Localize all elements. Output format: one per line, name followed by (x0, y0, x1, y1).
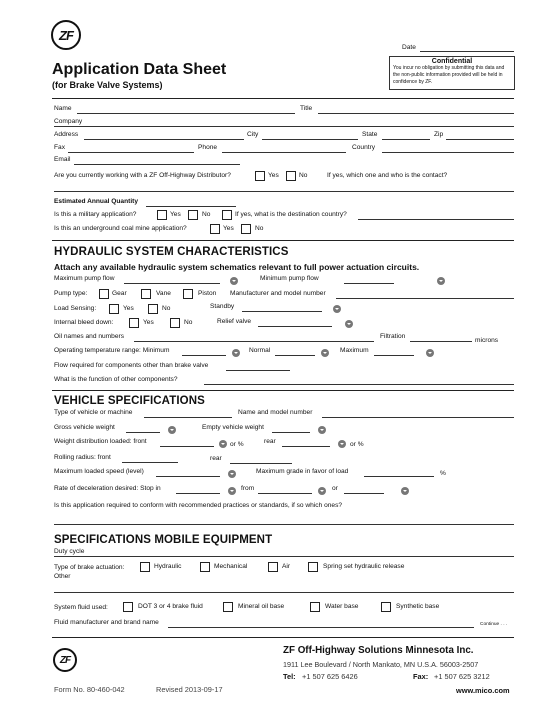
fluid-synthetic-checkbox[interactable] (381, 602, 391, 612)
op-temp-max-dropdown-icon[interactable] (426, 349, 434, 357)
zip-field[interactable] (446, 139, 514, 140)
actuation-spring-label: Spring set hydraulic release (323, 563, 405, 570)
empty-weight-field[interactable] (272, 432, 310, 433)
confidential-title: Confidential (431, 58, 473, 65)
rear-or-pct-label: or % (350, 441, 364, 448)
standby-field[interactable] (242, 311, 322, 312)
footer-fax: +1 507 625 3212 (434, 672, 490, 681)
filtration-label: Filtration (380, 333, 406, 340)
gross-weight-field[interactable] (126, 432, 160, 433)
title-label: Title (300, 105, 313, 112)
military-no-checkbox[interactable] (188, 210, 198, 220)
company-field[interactable] (54, 126, 514, 127)
decel-stop-dropdown-icon[interactable] (228, 487, 236, 495)
military-yes-checkbox[interactable] (157, 210, 167, 220)
fluid-manufacturer-field[interactable] (168, 627, 474, 628)
actuation-air-checkbox[interactable] (268, 562, 278, 572)
fax-label: Fax (54, 144, 65, 151)
quantity-field[interactable] (146, 206, 236, 207)
min-pump-field[interactable] (344, 283, 394, 284)
name-label: Name (54, 105, 72, 112)
footer-form-no: Form No. 80-460-042 (54, 685, 125, 694)
pump-type-label: Pump type: (54, 290, 88, 297)
from-label: from (241, 485, 255, 492)
max-grade-field[interactable] (364, 476, 434, 477)
email-field[interactable] (74, 164, 240, 165)
vehicle-type-field[interactable] (144, 417, 232, 418)
fluid-manufacturer-label: Fluid manufacturer and brand name (54, 619, 159, 626)
fluid-mineral-label: Mineral oil base (238, 603, 285, 610)
decel-or-dropdown-icon[interactable] (401, 487, 409, 495)
fluid-water-checkbox[interactable] (310, 602, 320, 612)
relief-valve-dropdown-icon[interactable] (345, 320, 353, 328)
footer-divider (52, 637, 514, 638)
military-yes-label: Yes (170, 211, 181, 218)
date-field[interactable] (420, 51, 514, 52)
min-pump-dropdown-icon[interactable] (437, 277, 445, 285)
rolling-rear-label: rear (210, 455, 222, 462)
op-temp-min-field[interactable] (182, 355, 226, 356)
phone-label: Phone (198, 144, 218, 151)
footer-revised: Revised 2013-09-17 (156, 685, 223, 694)
bleed-no-checkbox[interactable] (170, 318, 180, 328)
microns-label: microns (475, 337, 499, 344)
destination-field[interactable] (358, 219, 514, 220)
footer-tel-label: Tel: (283, 672, 296, 681)
fluid-dot-checkbox[interactable] (123, 602, 133, 612)
decel-label: Rate of deceleration desired: Stop in (54, 485, 161, 492)
fax-field[interactable] (68, 152, 194, 153)
distributor-yes-checkbox[interactable] (255, 171, 265, 181)
max-pump-field[interactable] (124, 283, 220, 284)
city-label: City (247, 131, 259, 138)
pump-vane-checkbox[interactable] (183, 289, 193, 299)
standby-label: Standby (210, 303, 235, 310)
decel-from-dropdown-icon[interactable] (318, 487, 326, 495)
footer-tel: +1 507 625 6426 (302, 672, 358, 681)
distributor-field[interactable] (54, 191, 514, 192)
empty-weight-dropdown-icon[interactable] (318, 426, 326, 434)
duty-cycle-field[interactable] (54, 556, 514, 557)
pump-piston-label: Piston (198, 290, 217, 297)
footer-fax-label: Fax: (413, 672, 429, 681)
distributor-followup: If yes, which one and who is the contact? (327, 172, 448, 179)
coal-yes-label: Yes (223, 225, 234, 232)
zip-label: Zip (434, 131, 444, 138)
decel-or-field[interactable] (344, 493, 384, 494)
quantity-label: Estimated Annual Quantity (54, 198, 139, 205)
standards-question: Is this application required to conform with recommended practices or standards, if so which ones? (54, 502, 343, 509)
empty-weight-label: Empty vehicle weight (202, 424, 264, 431)
fluid-synthetic-label: Synthetic base (396, 603, 440, 610)
name-field[interactable] (77, 113, 295, 114)
country-field[interactable] (382, 152, 514, 153)
load-sensing-no-checkbox[interactable] (148, 304, 158, 314)
actuation-mechanical-checkbox[interactable] (200, 562, 210, 572)
min-pump-label: Minimum pump flow (260, 275, 319, 282)
bleed-no-label: No (184, 319, 193, 326)
title-field[interactable] (318, 113, 514, 114)
duty-cycle-label: Duty cycle (54, 548, 85, 555)
vehicle-heading: VEHICLE SPECIFICATIONS (54, 395, 205, 407)
confidential-box (389, 56, 515, 90)
page-title: Application Data Sheet (52, 61, 227, 78)
gross-weight-dropdown-icon[interactable] (168, 426, 176, 434)
actuation-spring-checkbox[interactable] (308, 562, 318, 572)
op-temp-normal-field[interactable] (275, 355, 315, 356)
zf-logo-text: ZF (59, 27, 73, 43)
name-model-label: Name and model number (238, 409, 313, 416)
max-speed-label: Maximum loaded speed (level) (54, 468, 144, 475)
pump-gear-checkbox[interactable] (99, 289, 109, 299)
relief-valve-field[interactable] (258, 326, 332, 327)
distributor-no-checkbox[interactable] (286, 171, 296, 181)
country-label: Country (352, 144, 376, 151)
distributor-question: Are you currently working with a ZF Off-Highway Distributor? (54, 172, 231, 179)
brake-actuation-label: Type of brake actuation: (54, 564, 125, 571)
zf-logo (51, 20, 81, 50)
footer-address: 1911 Lee Boulevard / North Mankato, MN U.S.A. 56003-2507 (283, 660, 479, 669)
coal-no-label: No (255, 225, 264, 232)
front-or-pct-label: or % (230, 441, 244, 448)
bleed-yes-label: Yes (143, 319, 154, 326)
flow-required-field[interactable] (226, 370, 290, 371)
fluid-used-label: System fluid used: (54, 604, 108, 611)
decel-from-field[interactable] (258, 493, 312, 494)
military-question: Is this a military application? (54, 211, 137, 218)
pump-manufacturer-label: Manufacturer and model number (230, 290, 326, 297)
actuation-hydraulic-checkbox[interactable] (140, 562, 150, 572)
actuation-mechanical-label: Mechanical (214, 563, 248, 570)
destination-question: If yes, what is the destination country? (235, 211, 347, 218)
footer-company: ZF Off-Highway Solutions Minnesota Inc. (283, 645, 474, 656)
bleed-yes-checkbox[interactable] (129, 318, 139, 328)
mobile-heading: SPECIFICATIONS MOBILE EQUIPMENT (54, 534, 273, 546)
max-speed-field[interactable] (156, 476, 220, 477)
or-label: or (332, 485, 338, 492)
phone-field[interactable] (222, 152, 346, 153)
pump-manufacturer-field[interactable] (336, 298, 514, 299)
max-pump-label: Maximum pump flow (54, 275, 115, 282)
oil-names-label: Oil names and numbers (54, 333, 125, 340)
section-divider-2 (52, 390, 514, 391)
date-label: Date (402, 44, 416, 51)
weight-front-dropdown-icon[interactable] (219, 440, 227, 448)
hydraulic-instruction: Attach any available hydraulic system schematics relevant to full power actuation circuits. (54, 262, 420, 272)
op-temp-normal-dropdown-icon[interactable] (321, 349, 329, 357)
rolling-radius-label: Rolling radius: front (54, 454, 111, 461)
rear-label: rear (264, 438, 276, 445)
header-divider (52, 98, 514, 99)
address-label: Address (54, 131, 79, 138)
fluid-dot-label: DOT 3 or 4 brake fluid (138, 603, 203, 610)
weight-dist-front-field[interactable] (160, 446, 214, 447)
gross-weight-label: Gross vehicle weight (54, 424, 115, 431)
coal-yes-checkbox[interactable] (210, 224, 220, 234)
other-function-label: What is the function of other components? (54, 376, 178, 383)
max-speed-dropdown-icon[interactable] (228, 470, 236, 478)
distributor-yes-label: Yes (268, 172, 279, 179)
actuation-hydraulic-label: Hydraulic (154, 563, 182, 570)
state-field[interactable] (382, 139, 430, 140)
fluid-mineral-checkbox[interactable] (223, 602, 233, 612)
load-sensing-yes-label: Yes (123, 305, 134, 312)
actuation-air-label: Air (282, 563, 291, 570)
pump-vane-label: Vane (156, 290, 171, 297)
load-sensing-label: Load Sensing: (54, 305, 97, 312)
weight-dist-rear-field[interactable] (282, 446, 330, 447)
continue-link[interactable]: Continue . . . (480, 622, 508, 627)
city-field[interactable] (262, 139, 358, 140)
op-temp-min-dropdown-icon[interactable] (232, 349, 240, 357)
pump-gear-label: Gear (112, 290, 127, 297)
state-label: State (362, 131, 378, 138)
other-function-field[interactable] (204, 384, 514, 385)
hydraulic-heading: HYDRAULIC SYSTEM CHARACTERISTICS (54, 246, 289, 258)
weight-dist-label: Weight distribution loaded: front (54, 438, 147, 445)
coal-question: Is this an underground coal mine application? (54, 225, 187, 232)
vehicle-type-label: Type of vehicle or machine (54, 409, 133, 416)
max-pump-dropdown-icon[interactable] (230, 277, 238, 285)
page-subtitle: (for Brake Valve Systems) (52, 80, 163, 90)
op-temp-label: Operating temperature range: Minimum (54, 347, 170, 354)
email-label: Email (54, 156, 71, 163)
confidential-text: You incur no obligation by submitting this data and the non-public information provided will be held in confidence by ZF. (393, 65, 505, 85)
military-extra-checkbox[interactable] (222, 210, 232, 220)
fluid-water-label: Water base (325, 603, 359, 610)
load-sensing-yes-checkbox[interactable] (109, 304, 119, 314)
filtration-field[interactable] (410, 341, 472, 342)
other-label: Other (54, 573, 71, 580)
footer-zf-logo-text: ZF (59, 654, 71, 666)
rolling-radius-front-field[interactable] (122, 462, 178, 463)
address-field[interactable] (84, 139, 244, 140)
pump-gear-extra-checkbox[interactable] (141, 289, 151, 299)
actuation-other-field[interactable] (54, 592, 514, 593)
relief-valve-label: Relief valve (217, 318, 252, 325)
oil-names-field[interactable] (134, 341, 374, 342)
name-model-field[interactable] (322, 417, 514, 418)
op-temp-max-field[interactable] (374, 355, 414, 356)
section-divider-1 (52, 240, 514, 241)
rolling-radius-rear-field[interactable] (230, 463, 292, 464)
standards-field[interactable] (54, 524, 514, 525)
maximum-label: Maximum (340, 347, 369, 354)
coal-no-checkbox[interactable] (241, 224, 251, 234)
military-no-label: No (202, 211, 211, 218)
max-grade-pct: % (440, 470, 446, 477)
standby-dropdown-icon[interactable] (333, 305, 341, 313)
distributor-no-label: No (299, 172, 308, 179)
internal-bleed-label: Internal bleed down: (54, 319, 114, 326)
normal-label: Normal (249, 347, 271, 354)
footer-zf-logo (53, 648, 77, 672)
weight-rear-dropdown-icon[interactable] (338, 440, 346, 448)
max-grade-label: Maximum grade in favor of load (256, 468, 349, 475)
decel-stop-field[interactable] (176, 493, 220, 494)
load-sensing-no-label: No (162, 305, 171, 312)
flow-required-label: Flow required for components other than brake valve (54, 362, 209, 369)
footer-website[interactable]: www.mico.com (456, 686, 510, 695)
company-label: Company (54, 118, 83, 125)
